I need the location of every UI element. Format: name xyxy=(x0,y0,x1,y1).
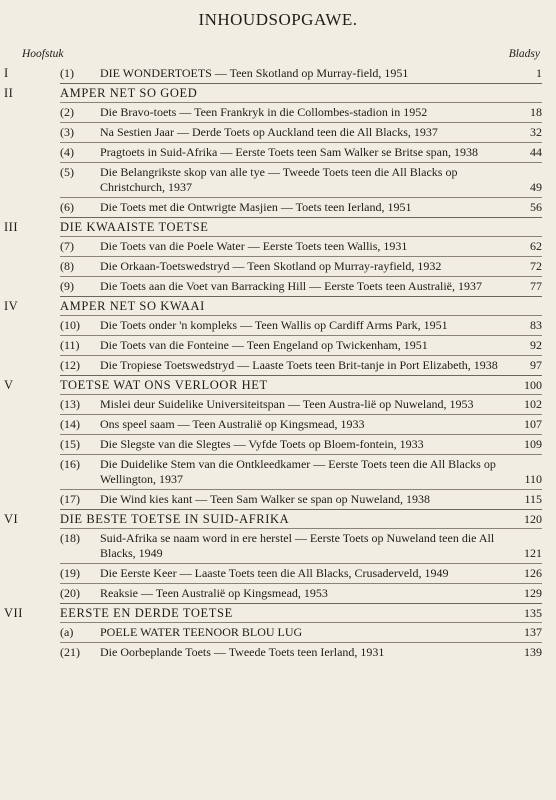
entry-title: Die Duidelike Stem van die Ontkleedkamer — Eerste Toets teen die All Blacks op Wellington, 1937 xyxy=(100,457,496,486)
section-roman-numeral: II xyxy=(4,86,14,100)
toc-section xyxy=(4,509,542,603)
toc-entry xyxy=(60,276,542,296)
section-heading xyxy=(4,297,542,315)
toc-section xyxy=(4,603,542,662)
entry-page-number: 83 xyxy=(530,318,542,332)
toc-entry xyxy=(60,162,542,197)
entry-title: DIE WONDERTOETS — Teen Skotland op Murray-field, 1951 xyxy=(100,66,409,80)
entry-page-number: 18 xyxy=(530,105,542,119)
section-heading xyxy=(4,376,542,394)
entry-number: (14) xyxy=(60,417,80,431)
entry-page-number: 137 xyxy=(524,625,542,639)
section-heading xyxy=(4,84,542,102)
entry-title: Die Orkaan-Toetswedstryd — Teen Skotland op Murray-rayfield, 1932 xyxy=(100,259,442,273)
entry-page-number: 62 xyxy=(530,239,542,253)
entry-page-number: 56 xyxy=(530,200,542,214)
entry-title: Die Tropiese Toetswedstryd — Laaste Toets teen Brit-tanje in Port Elizabeth, 1938 xyxy=(100,358,498,372)
entry-title: Suid-Afrika se naam word in ere herstel — Eerste Toets op Nuweland teen die All Blacks, 1949 xyxy=(100,531,495,560)
section-roman-numeral: VII xyxy=(4,606,23,620)
entry-page-number: 139 xyxy=(524,645,542,659)
entry-title: Die Belangrikste skop van alle tye — Tweede Toets teen die All Blacks op Christchurch, 1937 xyxy=(100,165,458,194)
entry-title: Ons speel saam — Teen Australië op Kingsmead, 1933 xyxy=(100,417,365,431)
toc-entry xyxy=(60,489,542,509)
entry-page-number: 97 xyxy=(530,358,542,372)
toc-entry xyxy=(60,197,542,217)
entry-page-number: 107 xyxy=(524,417,542,431)
entry-title: Die Toets van die Poele Water — Eerste Toets teen Wallis, 1931 xyxy=(100,239,408,253)
toc-section xyxy=(4,375,542,509)
entry-number: (5) xyxy=(60,165,74,179)
entry-page-number: 49 xyxy=(530,180,542,194)
toc-entry xyxy=(60,315,542,335)
entry-number: (13) xyxy=(60,397,80,411)
chapter-column-header: Hoofstuk xyxy=(22,48,64,60)
section-title: EERSTE EN DERDE TOETSE xyxy=(60,606,233,620)
section-page-number: 100 xyxy=(524,378,542,392)
entry-title: Die Wind kies kant — Teen Sam Walker se span op Nuweland, 1938 xyxy=(100,492,430,506)
entry-page-number: 121 xyxy=(524,546,542,560)
entry-title: Die Toets met die Ontwrigte Masjien — Toets teen Ierland, 1951 xyxy=(100,200,412,214)
entry-number: (10) xyxy=(60,318,80,332)
toc-entry xyxy=(60,622,542,642)
entry-number: (12) xyxy=(60,358,80,372)
section-roman-numeral: IV xyxy=(4,299,19,313)
toc-section xyxy=(4,83,542,217)
entry-title: Die Toets van die Fonteine — Teen Engeland op Twickenham, 1951 xyxy=(100,338,428,352)
entry-page-number: 44 xyxy=(530,145,542,159)
entry-number: (20) xyxy=(60,586,80,600)
toc-entry xyxy=(60,142,542,162)
section-heading xyxy=(4,510,542,528)
toc-entry xyxy=(60,642,542,662)
entry-number: (9) xyxy=(60,279,74,293)
entry-page-number: 115 xyxy=(524,492,542,506)
toc-entry xyxy=(60,563,542,583)
section-roman-numeral: I xyxy=(4,66,9,80)
toc-entry xyxy=(60,236,542,256)
toc-entry xyxy=(60,414,542,434)
section-heading xyxy=(4,604,542,622)
toc-entry xyxy=(60,583,542,603)
entry-number: (2) xyxy=(60,105,74,119)
toc-entry xyxy=(60,434,542,454)
toc-section xyxy=(4,217,542,296)
entry-number: (1) xyxy=(60,66,74,80)
entry-title: Die Slegste van die Slegtes — Vyfde Toets op Bloem-fontein, 1933 xyxy=(100,437,424,451)
entry-page-number: 32 xyxy=(530,125,542,139)
page-title: INHOUDSOPGAWE. xyxy=(198,10,358,29)
entry-number: (11) xyxy=(60,338,80,352)
entry-number: (7) xyxy=(60,239,74,253)
entry-title: POELE WATER TEENOOR BLOU LUG xyxy=(100,625,303,639)
entry-number: (15) xyxy=(60,437,80,451)
section-title: TOETSE WAT ONS VERLOOR HET xyxy=(60,378,268,392)
toc-entry xyxy=(60,355,542,375)
page-column-header: Bladsy xyxy=(508,48,540,60)
entry-title: Die Toets onder 'n kompleks — Teen Wallis op Cardiff Arms Park, 1951 xyxy=(100,318,448,332)
entry-page-number: 102 xyxy=(524,397,542,411)
entry-page-number: 72 xyxy=(530,259,542,273)
entry-title: Reaksie — Teen Australië op Kingsmead, 1953 xyxy=(100,586,328,600)
section-title: DIE BESTE TOETSE IN SUID-AFRIKA xyxy=(60,512,290,526)
section-roman-numeral: III xyxy=(4,220,18,234)
entry-number: (19) xyxy=(60,566,80,580)
entry-title: Die Eerste Keer — Laaste Toets teen die All Blacks, Crusaderveld, 1949 xyxy=(100,566,449,580)
entry-number: (a) xyxy=(60,625,74,639)
entry-page-number: 129 xyxy=(524,586,542,600)
entry-number: (4) xyxy=(60,145,74,159)
entry-title: Die Toets aan die Voet van Barracking Hill — Eerste Toets teen Australië, 1937 xyxy=(100,279,483,293)
entry-number: (3) xyxy=(60,125,74,139)
toc-entry xyxy=(60,102,542,122)
toc-section xyxy=(4,296,542,375)
entry-title: Na Sestien Jaar — Derde Toets op Auckland teen die All Blacks, 1937 xyxy=(100,125,438,139)
entry-page-number: 126 xyxy=(524,566,542,580)
entry-number: (8) xyxy=(60,259,74,273)
section-page-number: 135 xyxy=(524,606,542,620)
toc-entry xyxy=(60,454,542,489)
section-page-number: 120 xyxy=(524,512,542,526)
section-title: AMPER NET SO GOED xyxy=(60,86,198,100)
entry-number: (21) xyxy=(60,645,80,659)
section-heading xyxy=(4,218,542,236)
section-roman-numeral: VI xyxy=(4,512,19,526)
section-roman-numeral: V xyxy=(4,378,14,392)
entry-page-number: 1 xyxy=(536,66,542,80)
toc-entry xyxy=(60,528,542,563)
entry-page-number: 110 xyxy=(524,472,542,486)
entry-title: Die Oorbeplande Toets — Tweede Toets teen Ierland, 1931 xyxy=(100,645,385,659)
entry-page-number: 109 xyxy=(524,437,542,451)
toc-entry xyxy=(4,64,542,83)
section-title: AMPER NET SO KWAAI xyxy=(60,299,205,313)
toc-entry xyxy=(60,335,542,355)
toc-entry xyxy=(60,122,542,142)
table-of-contents xyxy=(0,64,556,662)
entry-title: Die Bravo-toets — Teen Frankryk in die Collombes-stadion in 1952 xyxy=(100,105,428,119)
entry-number: (18) xyxy=(60,531,80,545)
entry-title: Pragtoets in Suid-Afrika — Eerste Toets teen Sam Walker se Britse span, 1938 xyxy=(100,145,479,159)
entry-page-number: 92 xyxy=(530,338,542,352)
toc-entry xyxy=(60,256,542,276)
entry-number: (16) xyxy=(60,457,80,471)
entry-number: (6) xyxy=(60,200,74,214)
entry-page-number: 77 xyxy=(530,279,542,293)
entry-title: Mislei deur Suidelike Universiteitspan — Teen Austra-lië op Nuweland, 1953 xyxy=(100,397,474,411)
entry-number: (17) xyxy=(60,492,80,506)
toc-entry xyxy=(60,394,542,414)
toc-section xyxy=(4,64,542,83)
section-title: DIE KWAAISTE TOETSE xyxy=(60,220,209,234)
